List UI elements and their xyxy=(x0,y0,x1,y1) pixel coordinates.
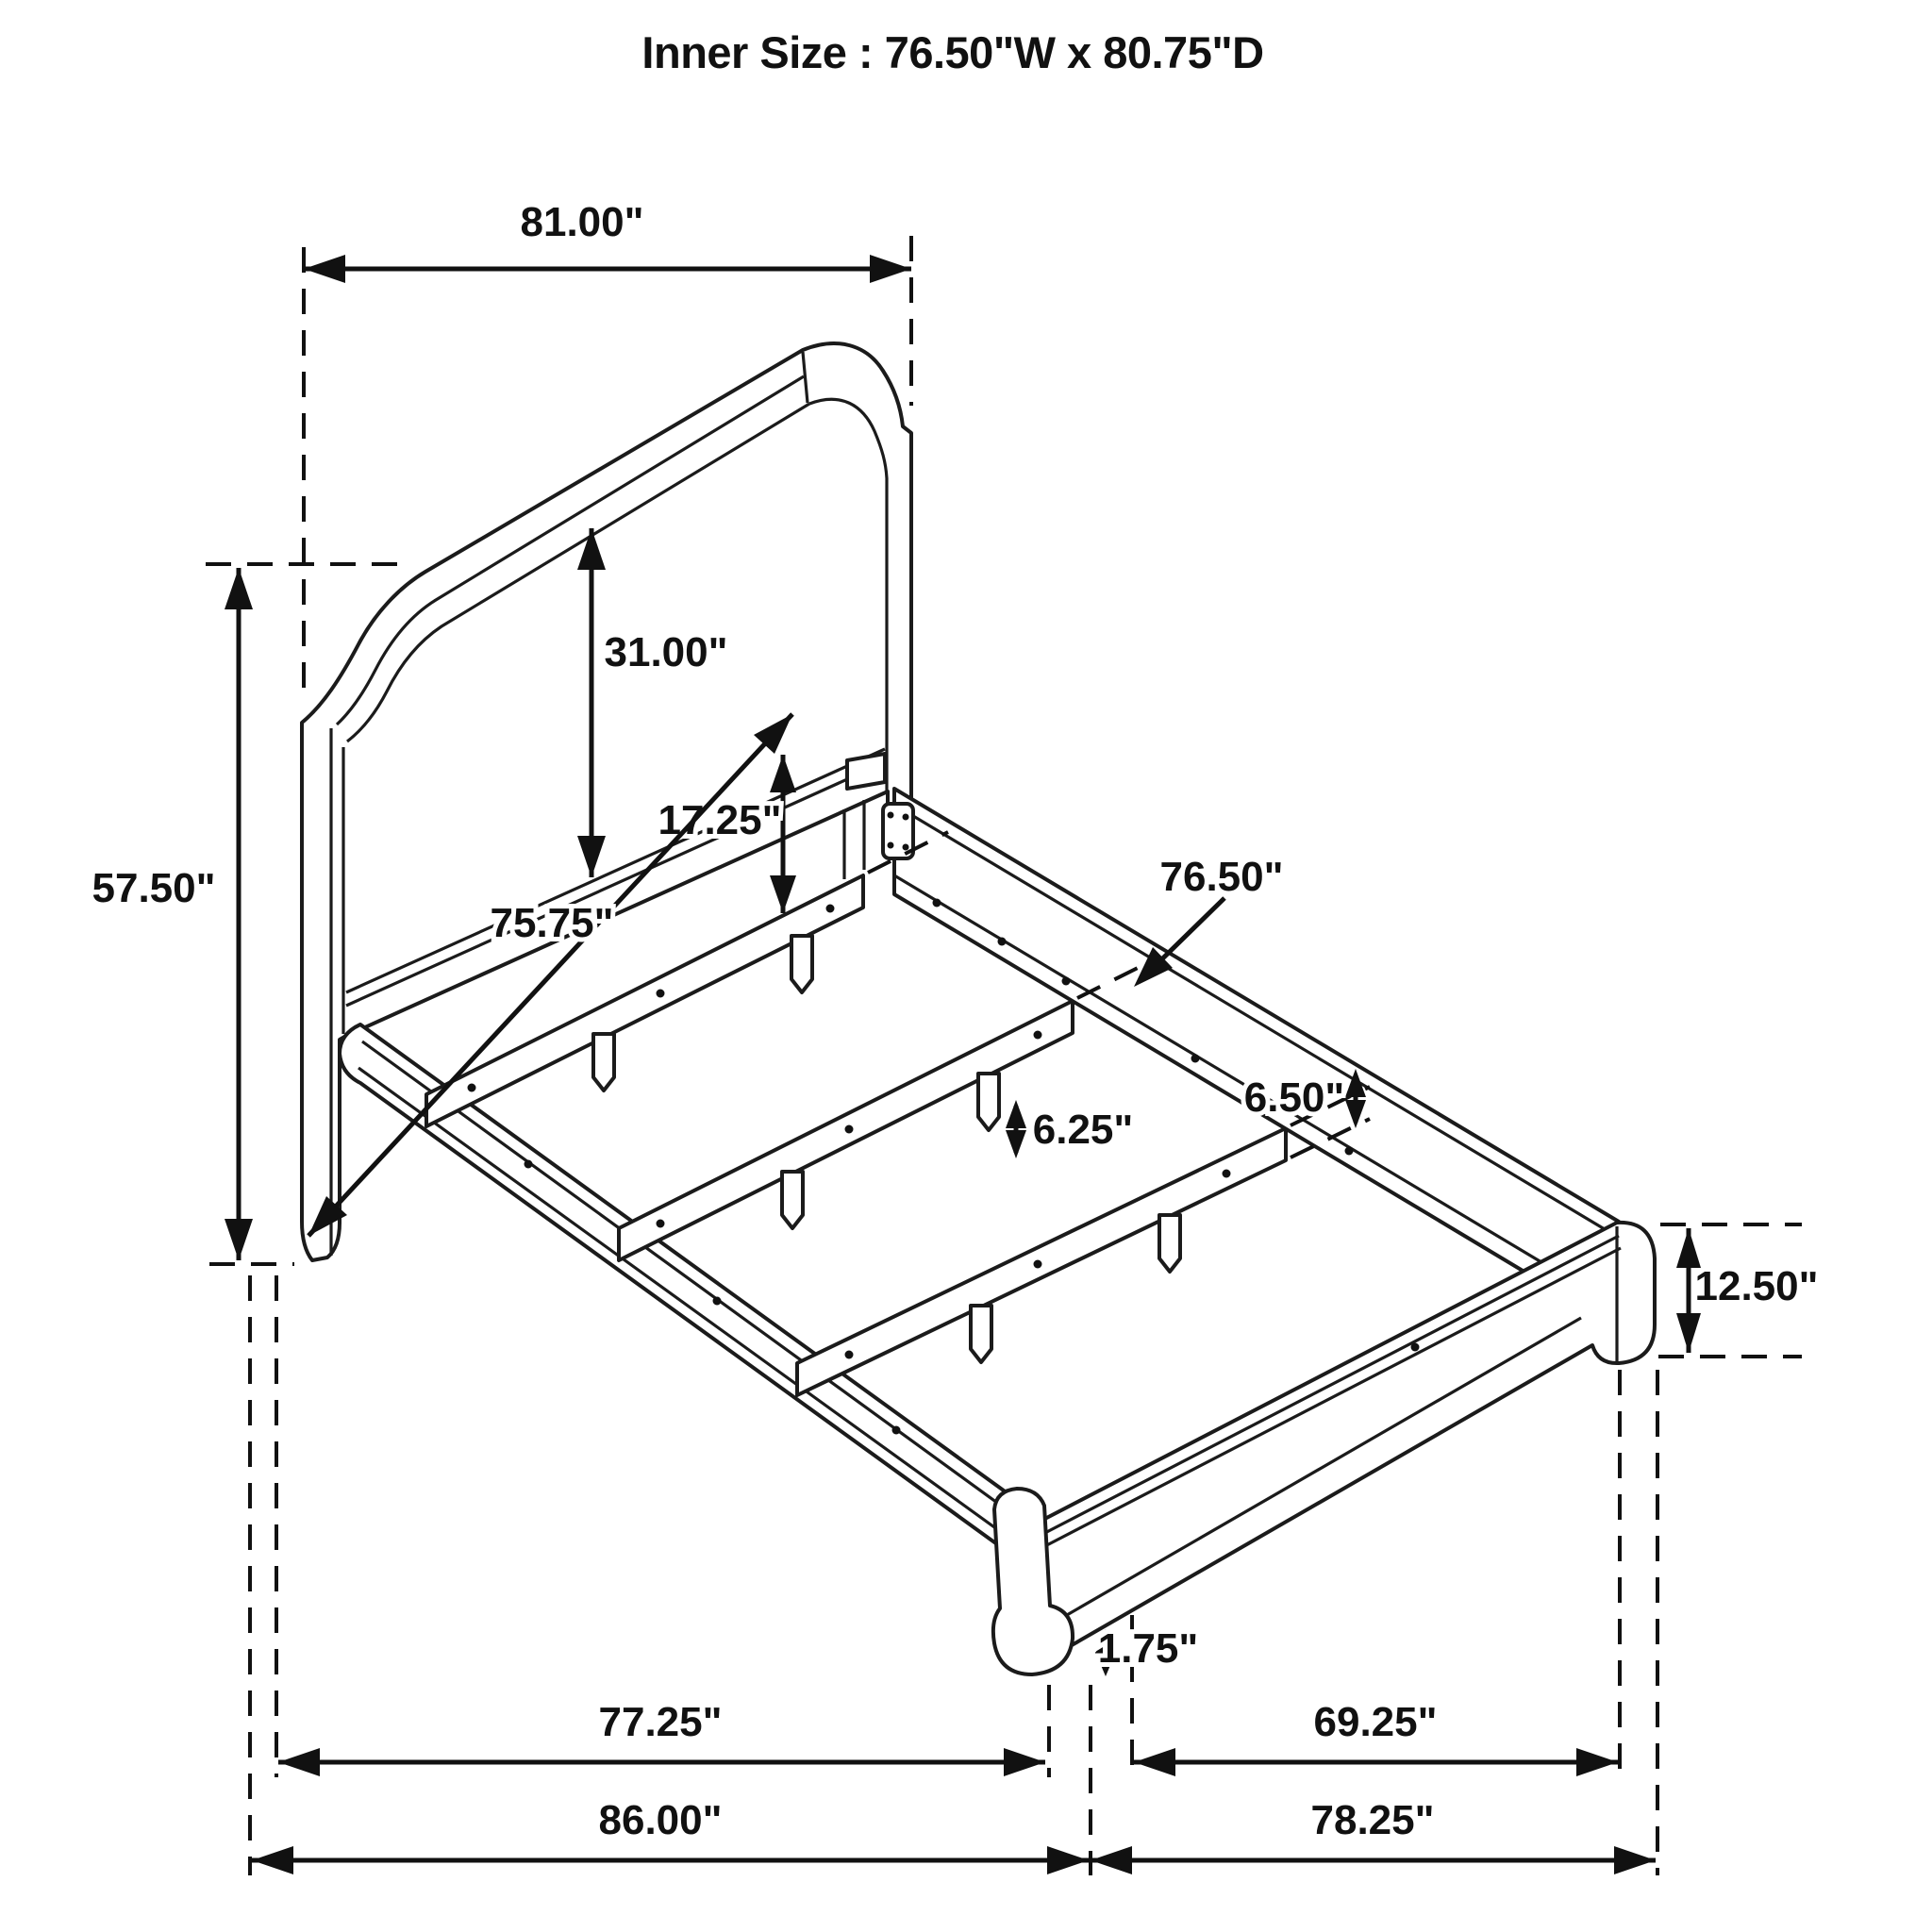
footboard-molding-line xyxy=(1038,1248,1621,1550)
dim-overall-length xyxy=(252,1797,1089,1874)
arrowhead xyxy=(870,255,911,283)
arrowhead xyxy=(1676,1313,1701,1353)
screw-hole-dot xyxy=(845,1351,854,1359)
bracket-hole-dot xyxy=(903,814,909,821)
arrowhead xyxy=(1676,1228,1701,1268)
screw-hole-dot xyxy=(1062,977,1071,986)
screw-hole-dot xyxy=(657,1220,665,1228)
headboard-silhouette xyxy=(302,343,911,1260)
dim-footboard-height xyxy=(1676,1228,1818,1353)
arrowhead xyxy=(1006,1130,1026,1158)
dim-label: 1.75" xyxy=(1097,1625,1199,1672)
arrowhead xyxy=(225,1219,253,1260)
screw-hole-dot xyxy=(892,1426,901,1435)
slat-3-leg xyxy=(1159,1215,1180,1272)
left-rail-ledge-line xyxy=(362,1041,1024,1523)
screw-hole-dot xyxy=(933,899,941,908)
dim-headboard-width xyxy=(304,199,911,283)
page-title: Inner Size : 76.50"W x 80.75"D xyxy=(641,27,1264,77)
dim-label: 6.50" xyxy=(1243,1074,1345,1121)
screw-hole-dot xyxy=(1411,1343,1420,1352)
dim-footboard-span xyxy=(1134,1699,1618,1776)
screw-hole-dot xyxy=(525,1160,533,1169)
screw-hole-dot xyxy=(1034,1260,1042,1269)
screw-hole-dot xyxy=(713,1297,722,1306)
arrowhead xyxy=(1047,1846,1089,1874)
dim-leg-height xyxy=(1006,1100,1133,1158)
dim-label: 76.50" xyxy=(1159,854,1284,900)
dim-headboard-height xyxy=(92,568,253,1260)
dim-label: 86.00" xyxy=(598,1797,723,1843)
arrowhead xyxy=(1134,1748,1175,1776)
screw-hole-dot xyxy=(1345,1147,1354,1156)
arrowhead xyxy=(1614,1846,1656,1874)
slat-3-leg xyxy=(971,1306,991,1362)
dim-label: 75.75" xyxy=(490,900,614,946)
bracket-hole-dot xyxy=(888,812,894,819)
screw-hole-dot xyxy=(845,1125,854,1134)
footboard xyxy=(993,1223,1655,1674)
slat-1-leg xyxy=(791,936,812,992)
screw-hole-dot xyxy=(1223,1170,1231,1178)
dim-label: 78.25" xyxy=(1310,1797,1435,1843)
screw-hole-dot xyxy=(1034,1031,1042,1040)
slat-2-leg xyxy=(782,1172,803,1228)
screw-hole-dot xyxy=(826,905,835,913)
dim-label: 81.00" xyxy=(520,199,644,245)
arrowhead xyxy=(1004,1748,1045,1776)
screw-hole-dot xyxy=(657,990,665,998)
dim-label: 57.50" xyxy=(92,865,216,911)
dim-label: 6.25" xyxy=(1032,1107,1134,1153)
dim-foot-height xyxy=(1095,1625,1198,1676)
slat-1-leg xyxy=(593,1034,614,1091)
arrowhead xyxy=(278,1748,320,1776)
dim-label: 17.25" xyxy=(658,797,782,843)
dim-frame-length xyxy=(278,1699,1045,1776)
dim-label: 31.00" xyxy=(604,629,728,675)
dim-slat-length xyxy=(1134,854,1283,987)
screw-hole-dot xyxy=(998,938,1007,946)
screw-hole-dot xyxy=(468,1084,476,1092)
arrowhead xyxy=(225,568,253,609)
bracket-hole-dot xyxy=(903,844,909,851)
slat-2-leg xyxy=(978,1074,999,1130)
headboard-center-support xyxy=(844,800,864,879)
dim-label: 12.50" xyxy=(1694,1263,1819,1309)
rail-cleat xyxy=(847,754,885,789)
screw-hole-dot xyxy=(1191,1055,1200,1063)
arrowhead xyxy=(770,875,796,913)
slat-3 xyxy=(797,1128,1286,1395)
headboard xyxy=(302,343,911,1260)
bracket-hole-dot xyxy=(888,842,894,849)
arrowhead xyxy=(304,255,345,283)
arrowhead xyxy=(1576,1748,1618,1776)
arrowhead xyxy=(1006,1100,1026,1128)
dim-footboard-width xyxy=(1091,1797,1656,1874)
arrowhead xyxy=(252,1846,293,1874)
dim-label: 69.25" xyxy=(1313,1699,1438,1745)
dim-label: 77.25" xyxy=(598,1699,723,1745)
arrowhead xyxy=(1091,1846,1132,1874)
